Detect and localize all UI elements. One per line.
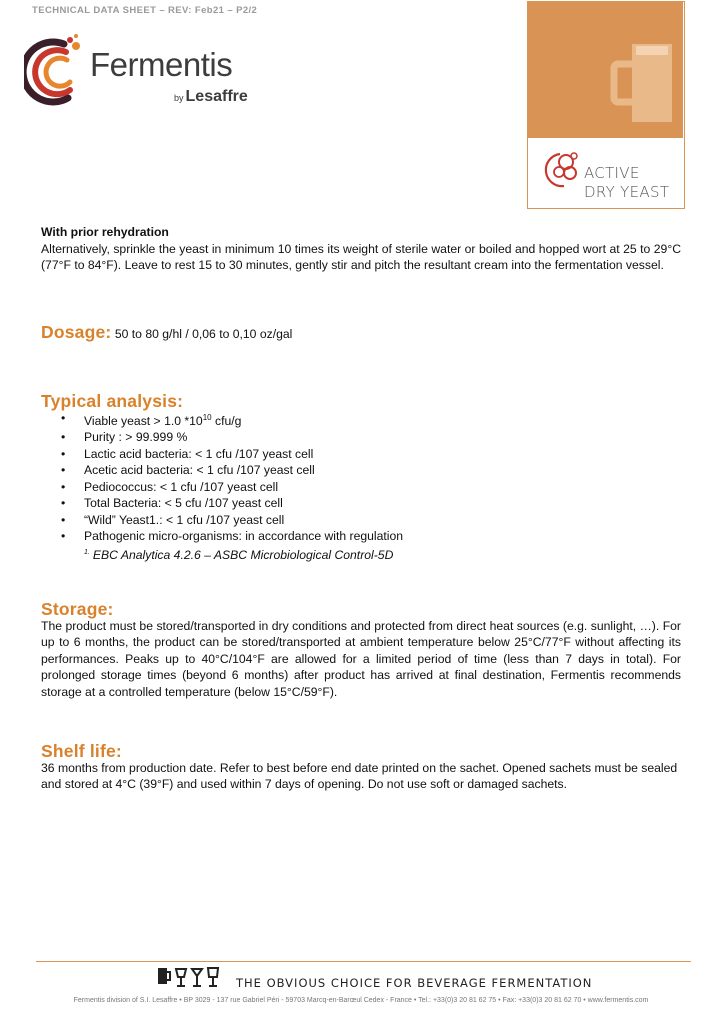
beer-mug-icon bbox=[528, 2, 683, 138]
fermentis-logo bbox=[24, 32, 264, 112]
viable-prefix: Viable yeast > 1.0 *10 bbox=[84, 413, 203, 428]
badge-image-panel bbox=[528, 2, 683, 138]
analysis-item: • Pediococcus: < 1 cfu /107 yeast cell bbox=[41, 479, 681, 496]
badge-label-panel bbox=[528, 138, 683, 207]
storage-text: The product must be stored/transported in dry conditions and protected from direct heat sources (e.g. sunlight, …). For up to 6 months, the product can be stored/transported at ambient temperature below 25°C/77°F without affecting its performances. Peaks up to 40°C/104°F are allowed for a limited period of time (less than 7 days in total). For prolonged storage times (beyond 6 months) after product has arrived at final destination, Fermentis recommends storage at a controlled temperature (below 15°C/59°F). bbox=[41, 618, 681, 699]
analysis-list bbox=[41, 410, 681, 545]
logo-byline bbox=[174, 88, 248, 106]
analysis-item: • Lactic acid bacteria: < 1 cfu /107 yeast cell bbox=[41, 446, 681, 463]
dosage-section bbox=[41, 324, 681, 343]
footer-divider bbox=[36, 961, 691, 962]
yeast-cells-icon bbox=[542, 148, 582, 192]
analysis-item: • Purity : > 99.999 % bbox=[41, 429, 681, 446]
footer-tagline: THE OBVIOUS CHOICE FOR BEVERAGE FERMENTATION bbox=[236, 976, 593, 990]
analysis-item: • Total Bacteria: < 5 cfu /107 yeast cell bbox=[41, 495, 681, 512]
badge-label bbox=[584, 164, 669, 202]
viable-suffix: cfu/g bbox=[211, 413, 242, 428]
shelf-life-text: 36 months from production date. Refer to best before end date printed on the sachet. Opened sachets must be sealed and stored at 4°C (39°F) and used within 7 days of opening. Do not use soft or damaged sachets. bbox=[41, 760, 678, 791]
shelf-life-title: Shelf life: bbox=[41, 741, 122, 761]
viable-exponent: 10 bbox=[202, 412, 212, 422]
storage-section bbox=[41, 601, 681, 700]
analysis-item-viable bbox=[41, 410, 681, 430]
rehydration-heading: With prior rehydration bbox=[41, 225, 169, 239]
active-dry-yeast-badge bbox=[527, 1, 685, 209]
beverage-glasses-icon bbox=[156, 966, 228, 988]
footer-address: Fermentis division of S.I. Lesaffre • BP 3029 - 137 rue Gabriel Péri - 59703 Marcq-en-Barœul Cedex - France • Tel.: +33(0)3 20 81 62 75 • Fax: +33(0)3 20 81 62 70 • www.fermentis.com bbox=[73, 997, 649, 1004]
analysis-title: Typical analysis: bbox=[41, 391, 184, 411]
analysis-item: • Pathogenic micro-organisms: in accordance with regulation bbox=[41, 528, 681, 545]
rehydration-text: Alternatively, sprinkle the yeast in minimum 10 times its weight of sterile water or boiled and hopped wort at 25 to 29°C (77°F to 84°F). Leave to rest 15 to 30 minutes, gently stir and pitch the resultant cream into the fermentation vessel. bbox=[41, 241, 681, 272]
badge-line-2: DRY YEAST bbox=[584, 183, 670, 201]
analysis-section bbox=[41, 393, 681, 563]
shelf-life-section bbox=[41, 743, 681, 793]
logo-wordmark: Fermentis bbox=[90, 46, 233, 83]
dosage-value: 50 to 80 g/hl / 0,06 to 0,10 oz/gal bbox=[114, 327, 293, 341]
analysis-item: • “Wild” Yeast1.: < 1 cfu /107 yeast cell bbox=[41, 512, 681, 529]
footnote-text: EBC Analytica 4.2.6 – ASBC Microbiological Control-5D bbox=[92, 547, 394, 562]
fermentis-swirl-icon bbox=[24, 32, 94, 112]
document-reference: TECHNICAL DATA SHEET – REV: Feb21 – P2/2 bbox=[32, 5, 258, 16]
footnote-mark: 1. bbox=[84, 548, 90, 556]
analysis-item: • Acetic acid bacteria: < 1 cfu /107 yeast cell bbox=[41, 462, 681, 479]
badge-line-1: ACTIVE bbox=[584, 164, 640, 182]
logo-by-text: by bbox=[174, 93, 184, 103]
logo-parent: Lesaffre bbox=[185, 88, 248, 105]
dosage-title: Dosage: bbox=[41, 322, 112, 342]
rehydration-section bbox=[41, 224, 681, 274]
analysis-footnote bbox=[41, 545, 681, 564]
storage-title: Storage: bbox=[41, 599, 114, 619]
